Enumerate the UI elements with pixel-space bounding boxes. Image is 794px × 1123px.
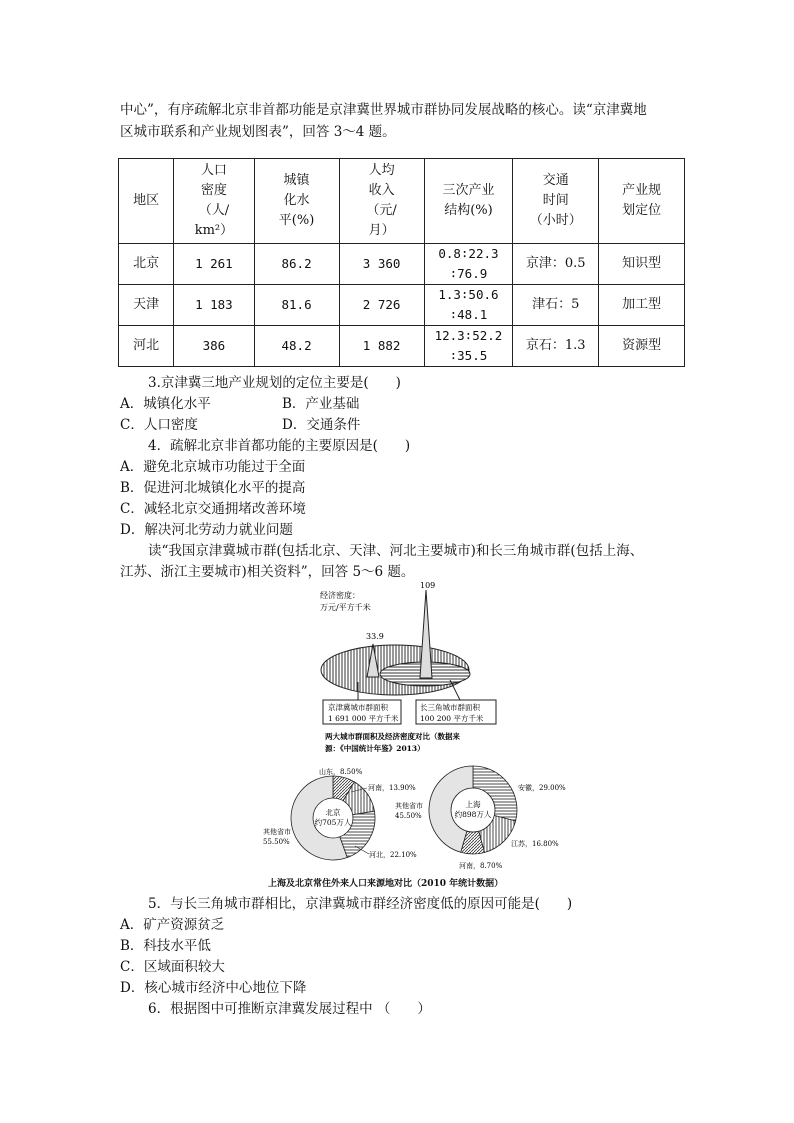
question-5-option: D．核心城市经济中心地位下降	[120, 980, 307, 996]
table-header-row	[119, 159, 685, 244]
table-cell: 2 726	[339, 285, 424, 326]
question-3-stem: 3.京津冀三地产业规划的定位主要是( )	[148, 375, 401, 391]
question-4-option: B．促进河北城镇化水平的提高	[120, 480, 306, 496]
table-cell: 资源型	[599, 326, 685, 367]
intro-2-line-1: 读“我国京津冀城市群(包括北京、天津、河北主要城市)和长三角城市群(包括上海、	[148, 543, 644, 559]
table-row	[119, 326, 685, 367]
beijing-label-henan: 河南，13.90%	[368, 784, 416, 792]
shanghai-center-label: 上海	[465, 800, 481, 809]
question-3-option-c: C．人口密度	[120, 417, 198, 433]
intro-line-2: 区城市联系和产业规划图表”，回答 3～4 题。	[120, 124, 396, 140]
table-row	[119, 285, 685, 326]
shanghai-center-population: 约898万人	[454, 810, 492, 819]
region-data-table	[118, 158, 685, 367]
table-cell: 386	[174, 326, 254, 367]
question-5-option: A．矿产资源贫乏	[120, 917, 225, 933]
csj-density-value: 109	[420, 582, 436, 590]
economic-density-figure	[320, 582, 520, 762]
density-unit-label-line-1: 经济密度：	[320, 591, 360, 600]
table-header-cell: 交通 时间 （小时）	[513, 159, 599, 244]
table-cell: 天津	[119, 285, 174, 326]
table-cell: 加工型	[599, 285, 685, 326]
beijing-label-other-value: 55.50%	[263, 838, 290, 846]
shanghai-label-jiangsu: 江苏，16.80%	[511, 840, 559, 848]
question-3-option-d: D．交通条件	[282, 417, 361, 433]
beijing-label-other: 其他省市	[263, 828, 291, 836]
beijing-center-population: 约705万人	[314, 818, 352, 827]
beijing-label-shandong: 山东，8.50%	[319, 768, 363, 776]
figure-2-caption: 上海及北京常住外来人口来源地对比（2010 年统计数据）	[268, 879, 504, 889]
table-cell: 86.2	[254, 244, 339, 285]
table-cell: 河北	[119, 326, 174, 367]
csj-area-label: 长三角城市群面积	[420, 703, 480, 712]
density-unit-label-line-2: 万元/平方千米	[320, 603, 371, 612]
question-6-stem: 6．根据图中可推断京津冀发展过程中 （ ）	[148, 1001, 431, 1017]
jjj-area-label: 京津冀城市群面积	[328, 703, 388, 712]
table-cell: 48.2	[254, 326, 339, 367]
table-header-cell: 人均 收入 （元/ 月）	[339, 159, 424, 244]
question-4-option: D．解决河北劳动力就业问题	[120, 522, 293, 538]
beijing-label-hebei: 河北，22.10%	[369, 851, 417, 859]
table-cell: 知识型	[599, 244, 685, 285]
table-cell: 京津：0.5	[513, 244, 599, 285]
table-header-cell: 产业规 划定位	[599, 159, 685, 244]
jjj-density-value: 33.9	[366, 632, 384, 641]
beijing-center-label: 北京	[325, 808, 341, 817]
table-cell: 81.6	[254, 285, 339, 326]
question-4-option: C．减轻北京交通拥堵改善环境	[120, 501, 306, 517]
question-4-option: A．避免北京城市功能过于全面	[120, 459, 306, 475]
table-cell: 3 360	[339, 244, 424, 285]
table-header-cell: 人口 密度 （人/ km²）	[174, 159, 254, 244]
table-cell: 12.3∶52.2 ∶35.5	[424, 326, 513, 367]
table-cell: 0.8∶22.3 ∶76.9	[424, 244, 513, 285]
figure-1-caption-line-2: 源：《中国统计年鉴》2013）	[325, 744, 425, 753]
jjj-area-value: 1 691 000 平方千米	[328, 714, 399, 723]
question-3-option-a: A．城镇化水平	[120, 396, 211, 412]
intro-2-line-2: 江苏、浙江主要城市)相关资料”，回答 5～6 题。	[120, 564, 415, 580]
table-cell: 京石：1.3	[513, 326, 599, 367]
shanghai-label-other: 其他省市	[395, 802, 423, 810]
table-header-cell: 地区	[119, 159, 174, 244]
figure-1-caption-line-1: 两大城市群面积及经济密度对比（数据来	[325, 732, 460, 741]
question-5-option: B．科技水平低	[120, 938, 211, 954]
shanghai-label-henan: 河南，8.70%	[459, 862, 503, 870]
table-row	[119, 244, 685, 285]
question-4-stem: 4．疏解北京非首都功能的主要原因是( )	[148, 438, 411, 454]
shanghai-label-other-value: 45.50%	[395, 812, 422, 820]
table-header-cell: 城镇 化水 平(%)	[254, 159, 339, 244]
question-5-stem: 5．与长三角城市群相比，京津冀城市群经济密度低的原因可能是( )	[148, 896, 573, 912]
question-3-option-b: B．产业基础	[282, 396, 360, 412]
csj-area-value: 100 200 平方千米	[420, 714, 484, 723]
table-cell: 1 882	[339, 326, 424, 367]
question-5-option: C．区域面积较大	[120, 959, 225, 975]
table-cell: 1 261	[174, 244, 254, 285]
migrant-source-figure	[255, 762, 575, 874]
table-cell: 1.3∶50.6 ∶48.1	[424, 285, 513, 326]
csj-density-cone	[420, 590, 432, 678]
shanghai-label-anhui: 安徽，29.00%	[518, 784, 566, 792]
table-cell: 津石：5	[513, 285, 599, 326]
table-cell: 北京	[119, 244, 174, 285]
table-cell: 1 183	[174, 285, 254, 326]
intro-line-1: 中心”，有序疏解北京非首都功能是京津冀世界城市群协同发展战略的核心。读“京津冀地	[120, 102, 647, 118]
table-header-cell: 三次产业 结构(%)	[424, 159, 513, 244]
